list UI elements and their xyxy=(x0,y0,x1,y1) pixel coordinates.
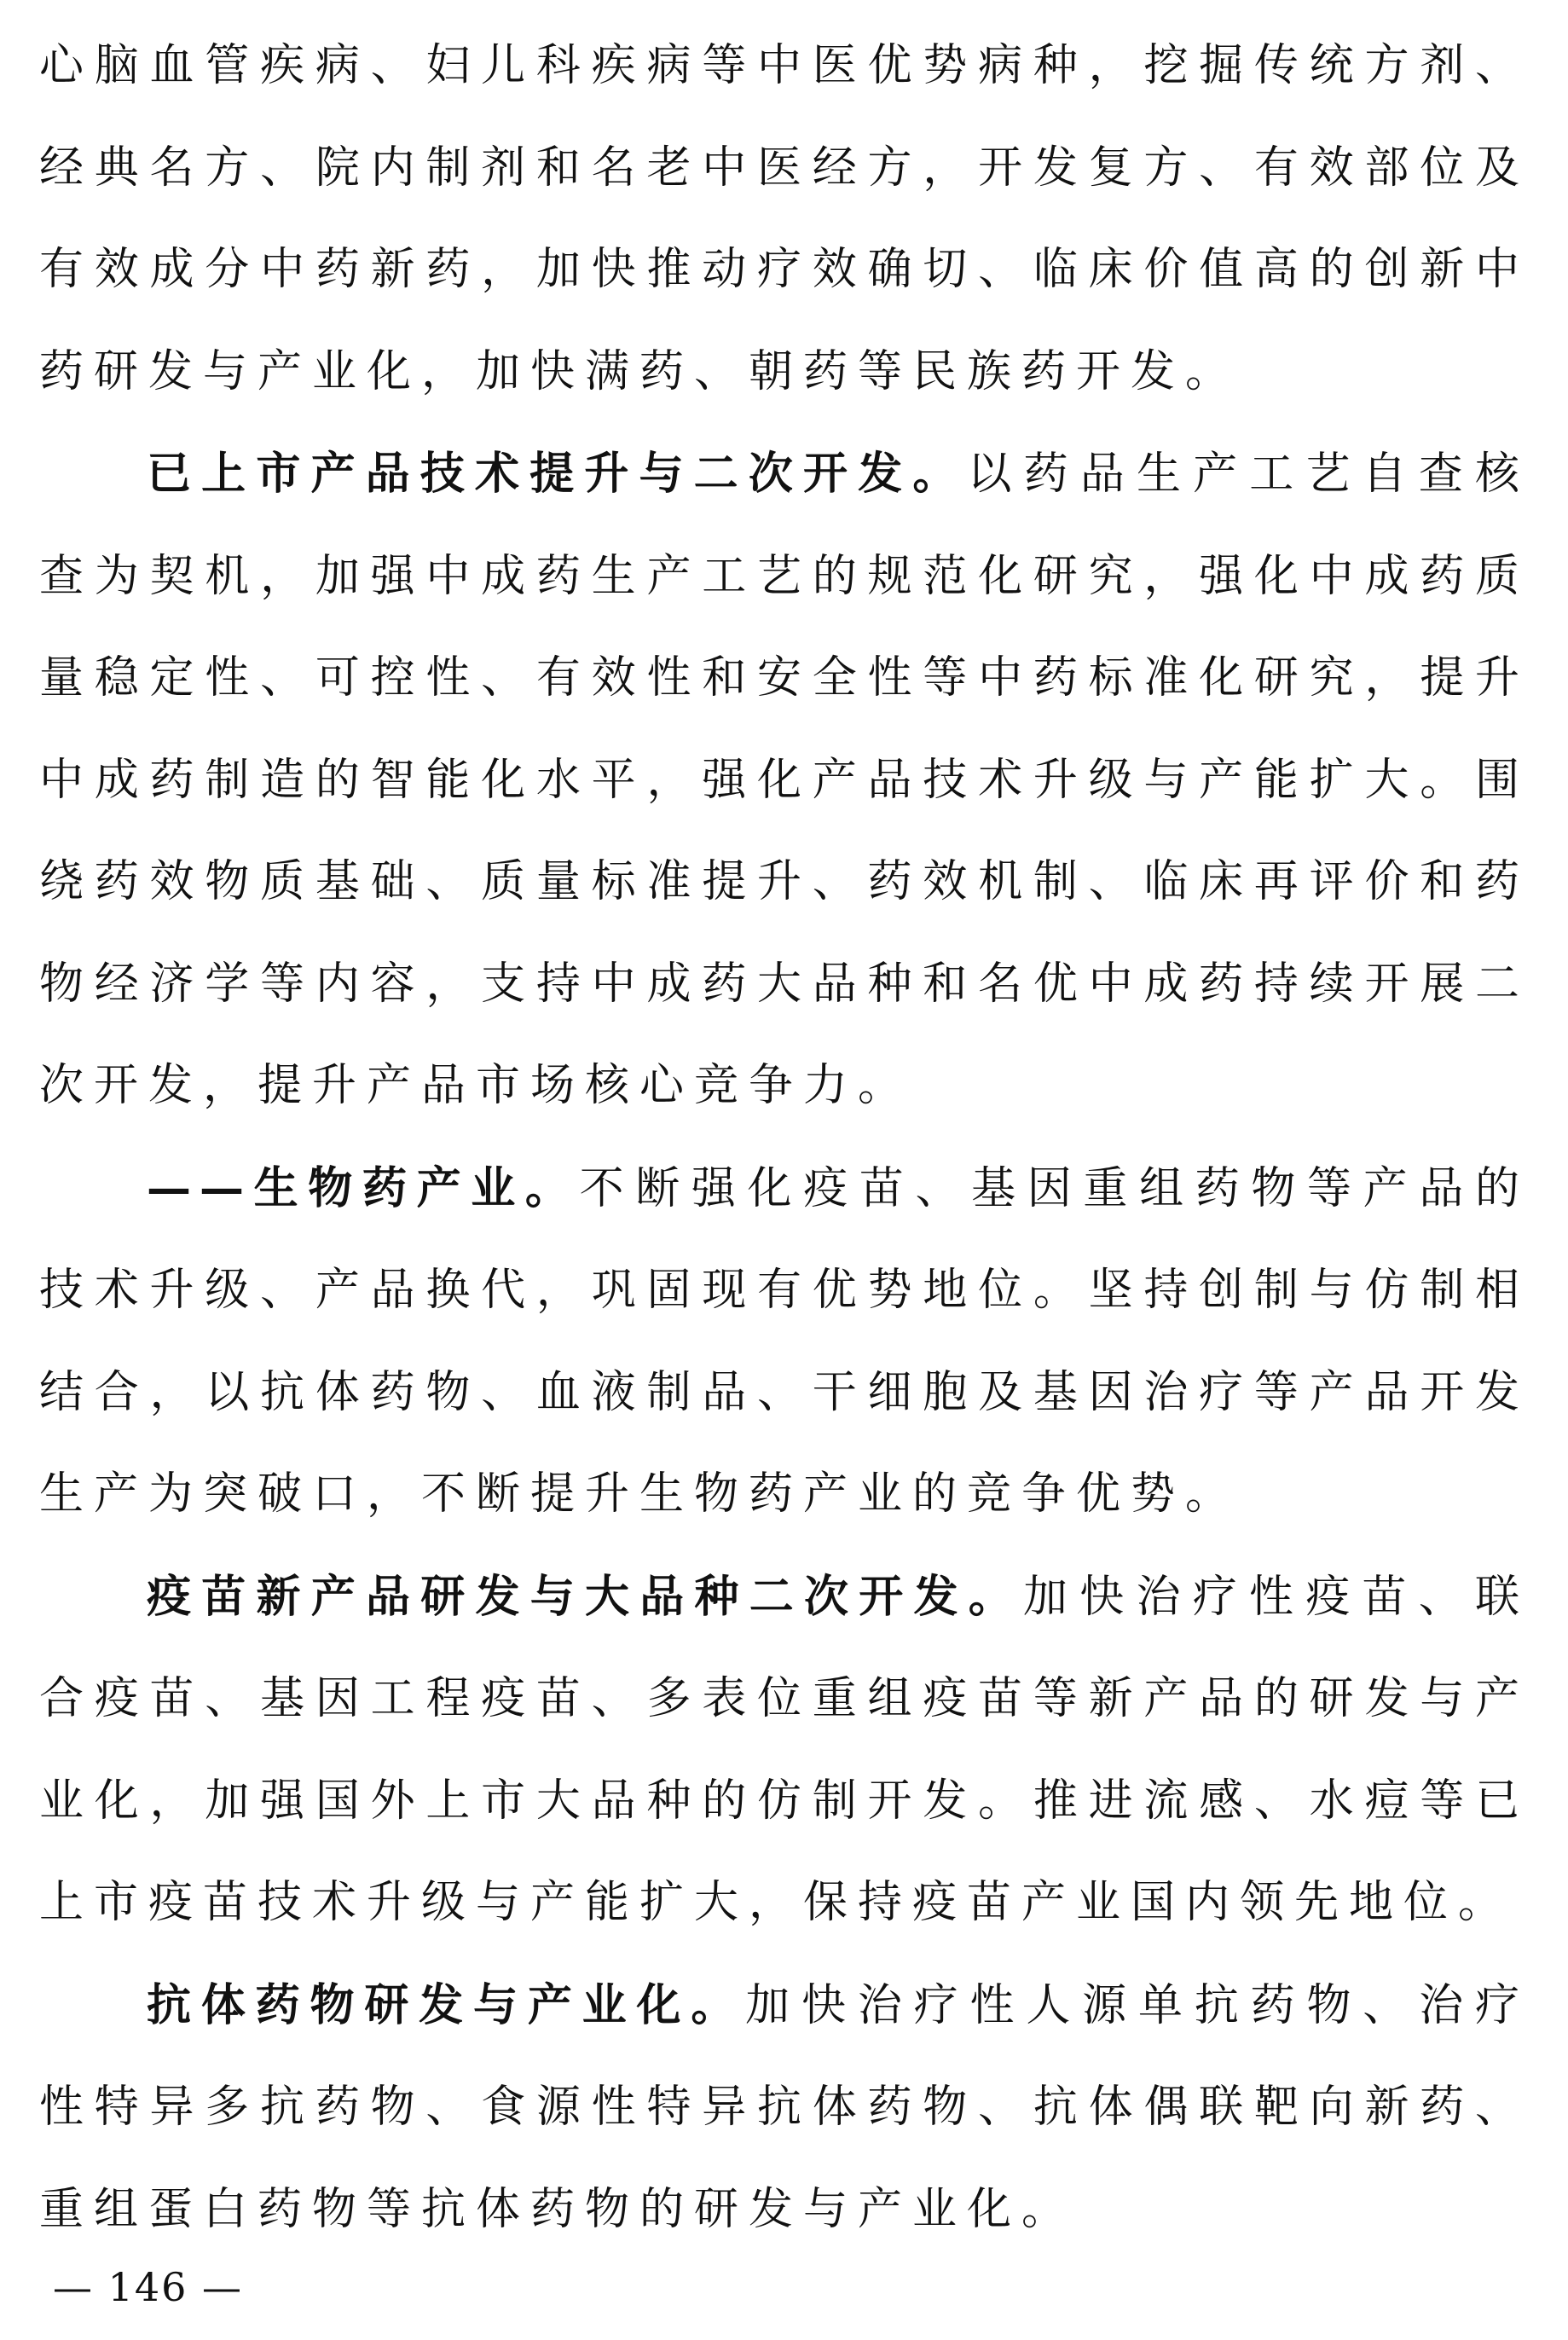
paragraph-antibody-drugs xyxy=(39,1955,1530,2262)
paragraph-biopharma-industry xyxy=(39,1138,1530,1546)
paragraph-heading: 已上市产品技术提升与二次开发。 xyxy=(147,448,968,500)
paragraph-text: 加快治疗性疫苗、联合疫苗、基因工程疫苗、多表位重组疫苗等新产品的研发与产业化，加强国外上市大品种的仿制开发。推进流感、水痘等已上市疫苗技术升级与产能扩大，保持疫苗产业国内领先地位。 xyxy=(39,1571,1530,1928)
paragraph-text: 不断强化疫苗、基因重组药物等产品的技术升级、产品换代，巩固现有优势地位。坚持创制与仿制相结合，以抗体药物、血液制品、干细胞及基因治疗等产品开发生产为突破口，不断提升生物药产业的竞争优势。 xyxy=(39,1162,1530,1520)
page-number: — 146 — xyxy=(53,2264,244,2310)
paragraph-text: 心脑血管疾病、妇儿科疾病等中医优势病种，挖掘传统方剂、经典名方、院内制剂和名老中医经方，开发复方、有效部位及有效成分中药新药，加快推动疗效确切、临床价值高的创新中药研发与产业化，加快满药、朝药等民族药开发。 xyxy=(39,40,1530,397)
paragraph-heading: 抗体药物研发与产业化。 xyxy=(147,1978,746,2031)
paragraph-text: 加快治疗性人源单抗药物、治疗性特异多抗药物、食源性特异抗体药物、抗体偶联靶向新药、重组蛋白药物等抗体药物的研发与产业化。 xyxy=(39,1979,1530,2235)
paragraph-vaccine-development xyxy=(39,1546,1530,1955)
paragraph-marketed-products xyxy=(39,423,1530,1138)
paragraph-tcm-continuation xyxy=(39,15,1530,423)
paragraph-text: 以药品生产工艺自查核查为契机，加强中成药生产工艺的规范化研究，强化中成药质量稳定性、可控性、有效性和安全性等中药标准化研究，提升中成药制造的智能化水平，强化产品技术升级与产能扩大。围绕药效物质基础、质量标准提升、药效机制、临床再评价和药物经济学等内容，支持中成药大品种和名优中成药持续开展二次开发，提升产品市场核心竞争力。 xyxy=(39,449,1530,1111)
paragraph-heading: ——生物药产业。 xyxy=(147,1161,580,1214)
document-body xyxy=(39,15,1530,2261)
paragraph-heading: 疫苗新产品研发与大品种二次开发。 xyxy=(147,1570,1023,1623)
